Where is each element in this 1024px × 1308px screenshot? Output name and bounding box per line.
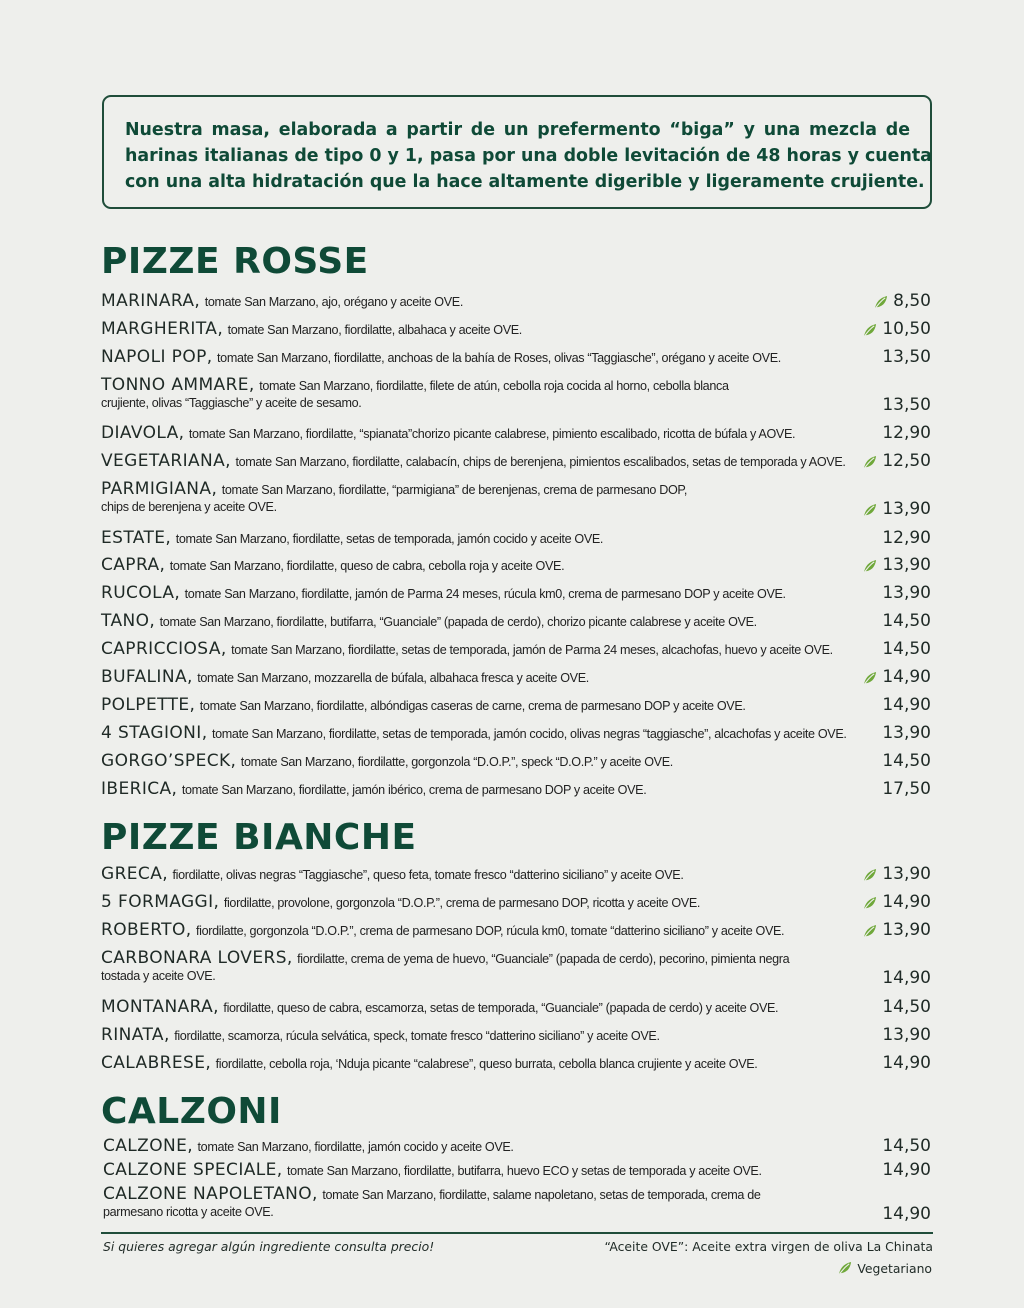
item-price: 14,90: [882, 1160, 931, 1180]
item-price: 13,90: [882, 920, 931, 940]
item-price: 13,90: [882, 555, 931, 575]
item-name: VEGETARIANA,: [101, 451, 231, 471]
menu-item: [101, 478, 933, 520]
item-price: 14,90: [882, 892, 931, 912]
item-price: 17,50: [882, 779, 931, 799]
item-price: 13,90: [882, 499, 931, 519]
leaf-icon: [862, 502, 877, 517]
item-description: tomate San Marzano, fiordilatte, “parmigiana” de berenjenas, crema de parmesano DOP,: [221, 483, 687, 497]
item-name: GRECA,: [101, 864, 169, 884]
menu-item: [101, 666, 933, 688]
item-description: tomate San Marzano, fiordilatte, anchoas de la bahía de Roses, olivas “Taggiasche”, orégano y aceite OVE.: [217, 351, 781, 365]
item-price: 14,90: [882, 968, 931, 988]
item-description: tomate San Marzano, ajo, orégano y aceite OVE.: [204, 295, 464, 309]
menu-item: [101, 863, 933, 885]
item-description: tomate San Marzano, fiordilatte, “spianata”chorizo picante calabrese, pimiento escalibado, ricotta de búfala y AOVE.: [188, 427, 796, 441]
item-description: fiordilatte, olivas negras “Taggiasche”, queso feta, tomate fresco “datterino siciliano” y aceite OVE.: [172, 868, 684, 882]
item-price: 8,50: [893, 291, 931, 311]
item-name: CALABRESE,: [101, 1053, 212, 1073]
item-name: RINATA,: [101, 1025, 170, 1045]
item-price: 14,50: [882, 639, 931, 659]
item-name: 5 FORMAGGI,: [101, 892, 220, 912]
footer-vegetarian-legend: [837, 1261, 932, 1277]
footer-divider: [101, 1232, 933, 1234]
intro-line: harinas italianas de tipo 0 y 1, pasa por una doble levitación de 48 horas y cuenta: [125, 146, 932, 166]
menu-item: [101, 610, 933, 632]
leaf-icon: [862, 558, 877, 573]
item-description: fiordilatte, crema de yema de huevo, “Guanciale” (papada de cerdo), pecorino, pimienta negra: [297, 952, 790, 966]
item-description: tomate San Marzano, fiordilatte, setas de temporada, jamón cocido y aceite OVE.: [175, 532, 604, 546]
intro-box: [102, 95, 932, 209]
menu-item: [103, 1159, 933, 1181]
menu-item: [101, 891, 933, 913]
item-price: 14,90: [882, 667, 931, 687]
item-name: CARBONARA LOVERS,: [101, 948, 293, 968]
menu-item: [101, 694, 933, 716]
item-price: 14,90: [882, 1204, 931, 1224]
intro-line: Nuestra masa, elaborada a partir de un prefermento “biga” y una mezcla de: [125, 120, 910, 140]
menu-item: [101, 638, 933, 660]
item-price: 13,90: [882, 1025, 931, 1045]
item-description: tomate San Marzano, fiordilatte, albóndigas caseras de carne, crema de parmesano DOP y aceite OVE.: [199, 699, 746, 713]
footer-note: Si quieres agregar algún ingrediente consulta precio!: [103, 1239, 435, 1254]
menu-item: [101, 527, 933, 549]
item-description: fiordilatte, gorgonzola “D.O.P.”, crema de parmesano DOP, rúcula km0, tomate “datterino siciliano” y aceite OVE.: [196, 924, 785, 938]
item-name: TANO,: [101, 611, 156, 631]
item-name: ROBERTO,: [101, 920, 192, 940]
menu-item: [101, 947, 933, 989]
item-name: CALZONE NAPOLETANO,: [103, 1184, 318, 1204]
item-description: fiordilatte, provolone, gorgonzola “D.O.P.”, crema de parmesano DOP, ricotta y aceite OVE.: [223, 896, 701, 910]
item-name: GORGO’SPECK,: [101, 751, 237, 771]
item-description: tomate San Marzano, fiordilatte, salame napoletano, setas de temporada, crema de: [322, 1188, 761, 1202]
item-name: IBERICA,: [101, 779, 178, 799]
item-price: 14,50: [882, 997, 931, 1017]
item-name: BUFALINA,: [101, 667, 193, 687]
item-description: tomate San Marzano, fiordilatte, jamón de Parma 24 meses, rúcula km0, crema de parmesano DOP y aceite OVE.: [184, 587, 786, 601]
item-price: 14,90: [882, 695, 931, 715]
item-description-continued: parmesano ricotta y aceite OVE.: [103, 1205, 274, 1219]
item-name: NAPOLI POP,: [101, 347, 213, 367]
menu-item: [101, 582, 933, 604]
item-description: tomate San Marzano, fiordilatte, gorgonzola “D.O.P.”, speck “D.O.P.” y aceite OVE.: [240, 755, 673, 769]
item-description: tomate San Marzano, fiordilatte, setas de temporada, jamón cocido, olivas negras “taggiasche”, alcachofas y aceite OVE.: [211, 727, 847, 741]
menu-item: [101, 919, 933, 941]
footer-vegetarian-label: Vegetariano: [857, 1261, 932, 1276]
item-price: 14,50: [882, 611, 931, 631]
menu-item: [101, 1052, 933, 1074]
item-price: 12,90: [882, 528, 931, 548]
section-title: CALZONI: [101, 1091, 282, 1132]
item-price: 13,90: [882, 723, 931, 743]
item-name: 4 STAGIONI,: [101, 723, 208, 743]
item-description: tomate San Marzano, fiordilatte, jamón cocido y aceite OVE.: [197, 1140, 514, 1154]
item-description-continued: chips de berenjena y aceite OVE.: [101, 500, 277, 514]
section-title: PIZZE ROSSE: [101, 241, 369, 282]
menu-item: [101, 750, 933, 772]
item-price: 13,90: [882, 583, 931, 603]
item-name: ESTATE,: [101, 528, 172, 548]
item-description: tomate San Marzano, fiordilatte, filete de atún, cebolla roja cocida al horno, cebolla blanca: [259, 379, 729, 393]
menu-item: [101, 1024, 933, 1046]
leaf-icon: [862, 670, 877, 685]
item-name: MARGHERITA,: [101, 319, 224, 339]
item-price: 12,50: [882, 451, 931, 471]
item-name: CALZONE SPECIALE,: [103, 1160, 283, 1180]
leaf-icon: [862, 895, 877, 910]
item-description-continued: tostada y aceite OVE.: [101, 969, 216, 983]
menu-item: [101, 374, 933, 416]
menu-item: [101, 554, 933, 576]
leaf-icon: [837, 1261, 852, 1276]
item-price: 10,50: [882, 319, 931, 339]
menu-item: [101, 996, 933, 1018]
menu-item: [101, 290, 933, 312]
item-description-continued: crujiente, olivas “Taggiasche” y aceite de sesamo.: [101, 396, 362, 410]
item-name: RUCOLA,: [101, 583, 181, 603]
item-price: 13,50: [882, 395, 931, 415]
item-name: PARMIGIANA,: [101, 479, 218, 499]
item-name: CALZONE,: [103, 1136, 194, 1156]
item-description: tomate San Marzano, mozzarella de búfala, albahaca fresca y aceite OVE.: [197, 671, 589, 685]
item-name: MONTANARA,: [101, 997, 219, 1017]
item-description: tomate San Marzano, fiordilatte, albahaca y aceite OVE.: [227, 323, 522, 337]
leaf-icon: [862, 923, 877, 938]
leaf-icon: [862, 867, 877, 882]
leaf-icon: [873, 294, 888, 309]
item-description: tomate San Marzano, fiordilatte, jamón ibérico, crema de parmesano DOP y aceite OVE.: [181, 783, 647, 797]
item-name: CAPRA,: [101, 555, 166, 575]
item-description: tomate San Marzano, fiordilatte, butifarra, “Guanciale” (papada de cerdo), chorizo picante calabrese y aceite OVE.: [159, 615, 757, 629]
intro-line: con una alta hidratación que la hace altamente digerible y ligeramente crujiente.: [125, 172, 925, 192]
item-name: MARINARA,: [101, 291, 201, 311]
item-price: 12,90: [882, 423, 931, 443]
leaf-icon: [862, 454, 877, 469]
menu-item: [103, 1135, 933, 1157]
item-description: tomate San Marzano, fiordilatte, calabacín, chips de berenjena, pimientos escalibados, setas de temporada y AOVE.: [235, 455, 846, 469]
item-description: fiordilatte, scamorza, rúcula selvática, speck, tomate fresco “datterino siciliano” y aceite OVE.: [174, 1029, 660, 1043]
item-description: tomate San Marzano, fiordilatte, queso de cabra, cebolla roja y aceite OVE.: [169, 559, 565, 573]
section-title: PIZZE BIANCHE: [101, 817, 417, 858]
item-description: tomate San Marzano, fiordilatte, butifarra, huevo ECO y setas de temporada y aceite OVE.: [287, 1164, 762, 1178]
menu-item: [101, 722, 933, 744]
item-price: 14,90: [882, 1053, 931, 1073]
menu-item: [101, 778, 933, 800]
menu-item: [101, 450, 933, 472]
item-name: DIAVOLA,: [101, 423, 185, 443]
item-name: POLPETTE,: [101, 695, 196, 715]
item-price: 13,50: [882, 347, 931, 367]
item-description: tomate San Marzano, fiordilatte, setas de temporada, jamón de Parma 24 meses, alcachofas, huevo y aceite OVE.: [231, 643, 833, 657]
item-description: fiordilatte, queso de cabra, escamorza, setas de temporada, “Guanciale” (papada de cerdo) y aceite OVE.: [223, 1001, 779, 1015]
item-price: 13,90: [882, 864, 931, 884]
item-price: 14,50: [882, 1136, 931, 1156]
item-price: 14,50: [882, 751, 931, 771]
menu-item: [101, 422, 933, 444]
item-name: TONNO AMMARE,: [101, 375, 255, 395]
leaf-icon: [862, 322, 877, 337]
item-description: fiordilatte, cebolla roja, ‘Nduja picante “calabrese”, queso burrata, cebolla blanca crujiente y aceite OVE.: [215, 1057, 758, 1071]
item-name: CAPRICCIOSA,: [101, 639, 227, 659]
menu-item: [103, 1183, 933, 1225]
menu-item: [101, 318, 933, 340]
menu-item: [101, 346, 933, 368]
footer-ove-note: “Aceite OVE”: Aceite extra virgen de oliva La Chinata: [604, 1239, 933, 1254]
